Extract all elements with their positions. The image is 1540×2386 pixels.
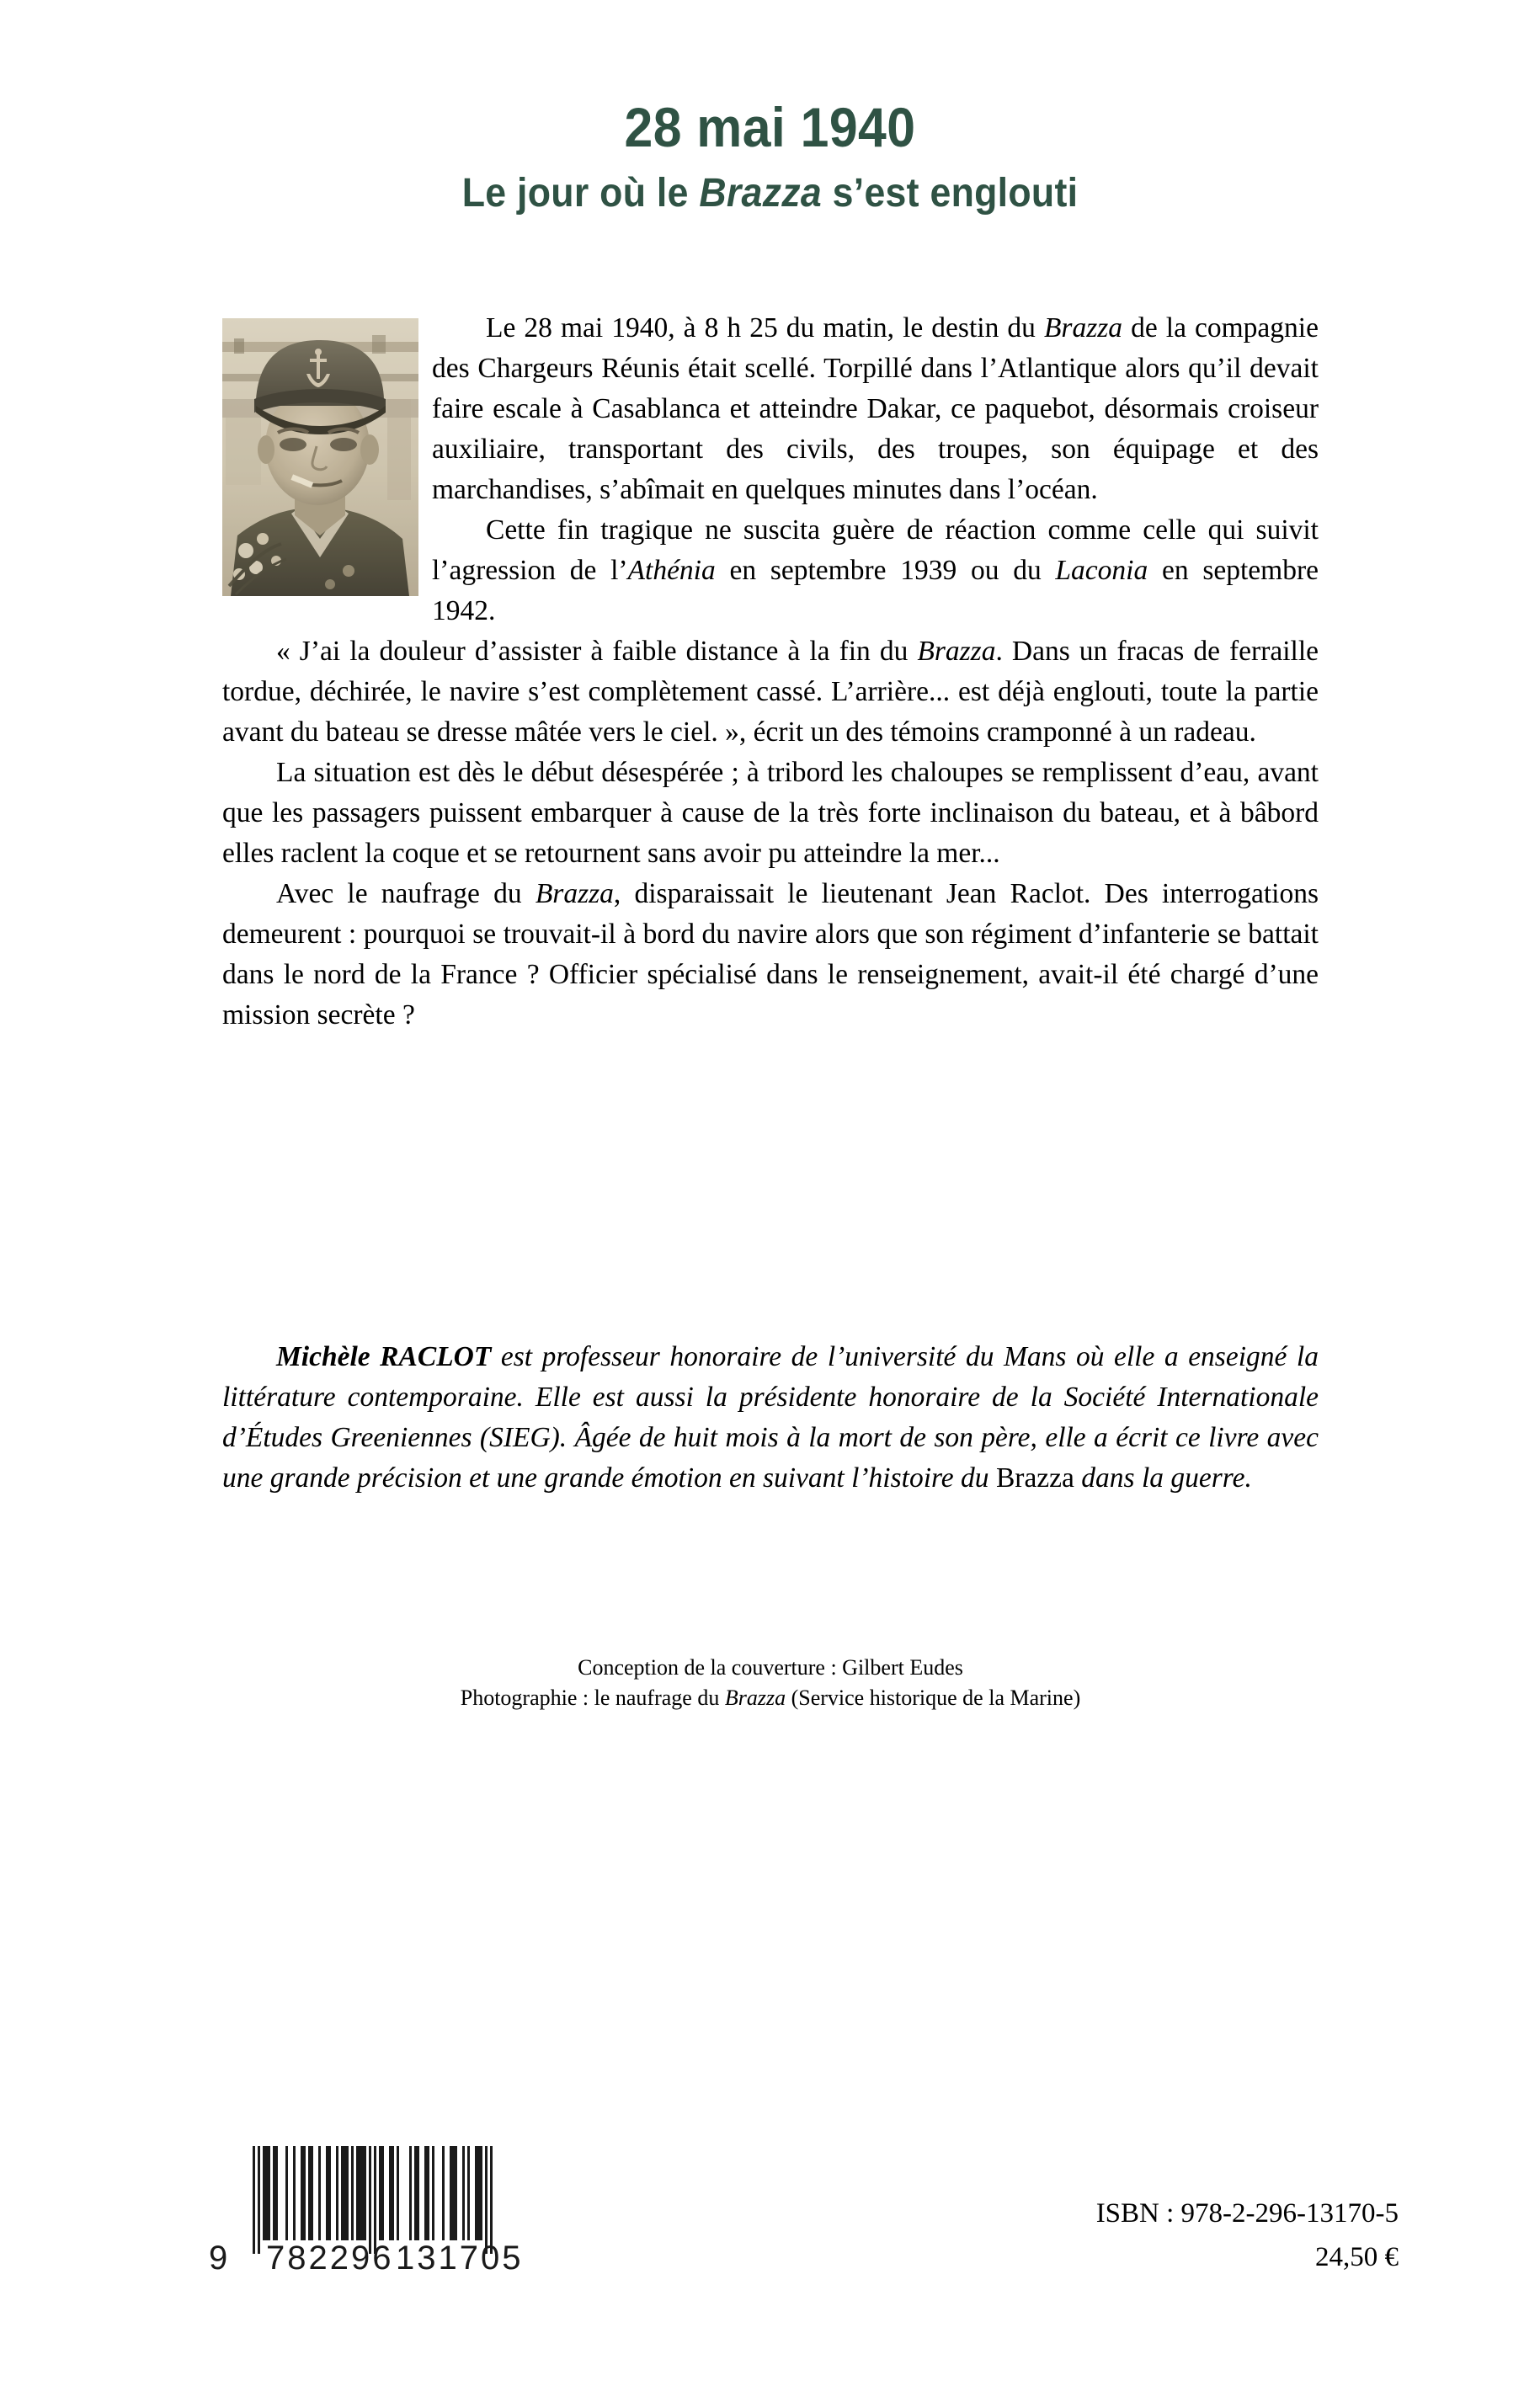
page-subtitle: [54, 173, 1486, 214]
subtitle-prefix: Le jour où le: [461, 171, 700, 216]
credit-photo-suffix: (Service historique de la Marine): [786, 1686, 1081, 1710]
credit-photo-prefix: Photographie : le naufrage du: [460, 1686, 725, 1710]
price: 24,50 €: [1315, 2242, 1399, 2272]
isbn-price-block: [1096, 2192, 1399, 2279]
photo-text-wrap-spacer: [222, 308, 432, 599]
page-title: 28 mai 1940: [624, 96, 916, 158]
credit-photo-ship: Brazza: [724, 1686, 786, 1710]
author-name: Michèle RACLOT: [276, 1341, 492, 1372]
isbn-barcode: [200, 2141, 554, 2276]
cover-title-block: [0, 96, 1540, 216]
subtitle-suffix: s’est englouti: [821, 171, 1079, 216]
cover-credits: [222, 1653, 1319, 1713]
credit-photograph: [222, 1683, 1319, 1713]
credit-cover-design: Conception de la couverture : Gilbert Eudes: [578, 1655, 963, 1680]
blurb-paragraph-2: Cette fin tragique ne suscita guère de réaction comme celle qui suivit l’agression de l’Athénia en septembre 1939 ou du Laconia en septembre 1942.: [432, 514, 1319, 626]
barcode-artwork: [200, 2141, 554, 2276]
svg-text:9: 9: [209, 2240, 228, 2276]
svg-text:131705: 131705: [396, 2240, 524, 2276]
svg-text:782296: 782296: [266, 2240, 394, 2276]
blurb-paragraph-4: La situation est dès le début désespérée ; à tribord les chaloupes se remplissent d’eau, avant que les passagers puissent embarquer à cause de la très forte inclinaison du bateau, et à bâbord elles raclent la coque et se retournent sans avoir pu atteindre la mer...: [222, 757, 1319, 869]
blurb-paragraph-1: Le 28 mai 1940, à 8 h 25 du matin, le destin du Brazza de la compagnie des Chargeurs Réunis était scellé. Torpillé dans l’Atlantique alors qu’il devait faire escale à Casablanca et atteindre Dakar, ce paquebot, désormais croiseur auxiliaire, transportant des civils, des troupes, son équipage et des marchandises, s’abîmait en quelques minutes dans l’océan.: [432, 312, 1319, 505]
blurb-paragraph-5: Avec le naufrage du Brazza, disparaissait le lieutenant Jean Raclot. Des interrogations demeurent : pourquoi se trouvait-il à bord du navire alors que son régiment d’infanterie se battait dans le nord de la France ? Officier spécialisé dans le renseignement, avait-il été chargé d’une mission secrète ?: [222, 878, 1319, 1031]
subtitle-ship-name: Brazza: [699, 171, 822, 216]
author-biography: Michèle RACLOT est professeur honoraire de l’université du Mans où elle a enseigné la littérature contemporaine. Elle est aussi la présidente honoraire de la Société Internationale d’Études Greeniennes (SIEG). Âgée de huit mois à la mort de son père, elle a écrit ce livre avec une grande précision et une grande émotion en suivant l’histoire du Brazza dans la guerre.: [222, 1341, 1319, 1494]
isbn-number: ISBN : 978-2-296-13170-5: [1095, 2198, 1399, 2229]
blurb-paragraph-3: « J’ai la douleur d’assister à faible distance à la fin du Brazza. Dans un fracas de ferraille tordue, déchirée, le navire s’est complètement cassé. L’arrière... est déjà englouti, toute la partie avant du bateau se dresse mâtée vers le ciel. », écrit un des témoins cramponné à un radeau.: [222, 636, 1319, 748]
back-cover-blurb: [222, 308, 1319, 1036]
